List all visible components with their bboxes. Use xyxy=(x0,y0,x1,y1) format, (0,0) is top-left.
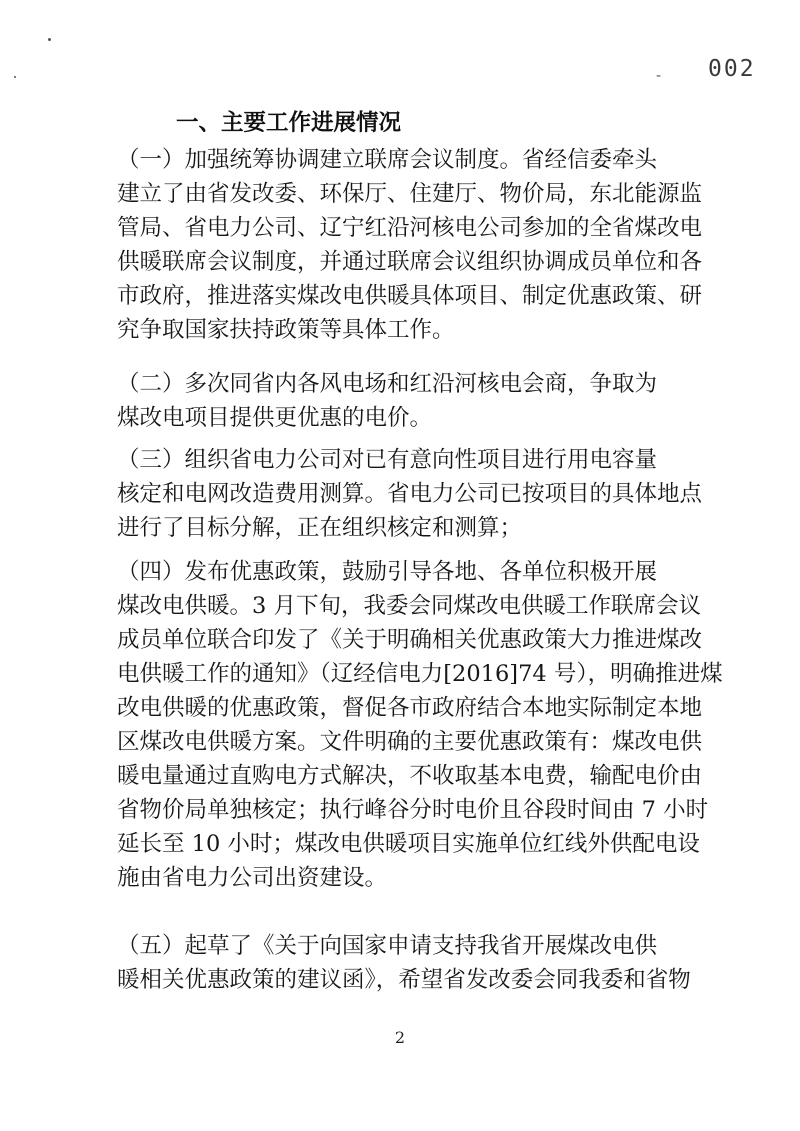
text-line: 进行了目标分解，正在组织核定和测算； xyxy=(117,515,523,541)
stamp-mark: - xyxy=(656,68,662,84)
text-line: （五）起草了《关于向国家申请支持我省开展煤改电供 xyxy=(117,933,658,959)
text-line: 改电供暖的优惠政策，督促各市政府结合本地实际制定本地 xyxy=(117,695,703,721)
text-line: 区煤改电供暖方案。文件明确的主要优惠政策有：煤改电供 xyxy=(117,729,703,755)
text-line: （四）发布优惠政策，鼓励引导各地、各单位积极开展 xyxy=(117,559,658,585)
text-line: 供暖联席会议制度，并通过联席会议组织协调成员单位和各 xyxy=(117,249,703,275)
scan-speck xyxy=(48,38,51,41)
paragraph-4 xyxy=(117,555,723,895)
text-line: 暖电量通过直购电方式解决，不收取基本电费，输配电价由 xyxy=(117,763,703,789)
paragraph-5 xyxy=(117,929,691,997)
scan-speck xyxy=(14,76,16,78)
paragraph-1 xyxy=(117,143,702,347)
text-line: （一）加强统筹协调建立联席会议制度。省经信委牵头 xyxy=(117,147,658,173)
page-stamp-number: 002 xyxy=(708,56,756,82)
text-line: 市政府，推进落实煤改电供暖具体项目、制定优惠政策、研 xyxy=(117,283,703,309)
text-line: 管局、省电力公司、辽宁红沿河核电公司参加的全省煤改电 xyxy=(117,215,703,241)
text-line: 煤改电项目提供更优惠的电价。 xyxy=(117,405,433,431)
text-line: 建立了由省发改委、环保厅、住建厅、物价局，东北能源监 xyxy=(117,181,703,207)
text-line: （三）组织省电力公司对已有意向性项目进行用电容量 xyxy=(117,447,658,473)
text-line: 省物价局单独核定；执行峰谷分时电价且谷段时间由 7 小时 xyxy=(117,797,709,823)
page-number: 2 xyxy=(394,1028,406,1047)
text-line: 延长至 10 小时；煤改电供暖项目实施单位红线外供配电设 xyxy=(117,831,700,857)
text-line: 究争取国家扶持政策等具体工作。 xyxy=(117,317,455,343)
text-line: 施由省电力公司出资建设。 xyxy=(117,865,388,891)
paragraph-2 xyxy=(117,367,657,435)
text-line: （二）多次同省内各风电场和红沿河核电会商，争取为 xyxy=(117,371,658,397)
paragraph-3 xyxy=(117,443,702,545)
text-line: 核定和电网改造费用测算。省电力公司已按项目的具体地点 xyxy=(117,481,703,507)
text-line: 暖相关优惠政策的建议函》，希望省发改委会同我委和省物 xyxy=(117,967,691,993)
text-line: 煤改电供暖。3 月下旬，我委会同煤改电供暖工作联席会议 xyxy=(117,593,701,619)
text-line: 电供暖工作的通知》（辽经信电力[2016]74 号），明确推进煤 xyxy=(117,661,723,687)
text-line: 成员单位联合印发了《关于明确相关优惠政策大力推进煤改 xyxy=(117,627,703,653)
section-heading: 一、主要工作进展情况 xyxy=(176,110,402,136)
